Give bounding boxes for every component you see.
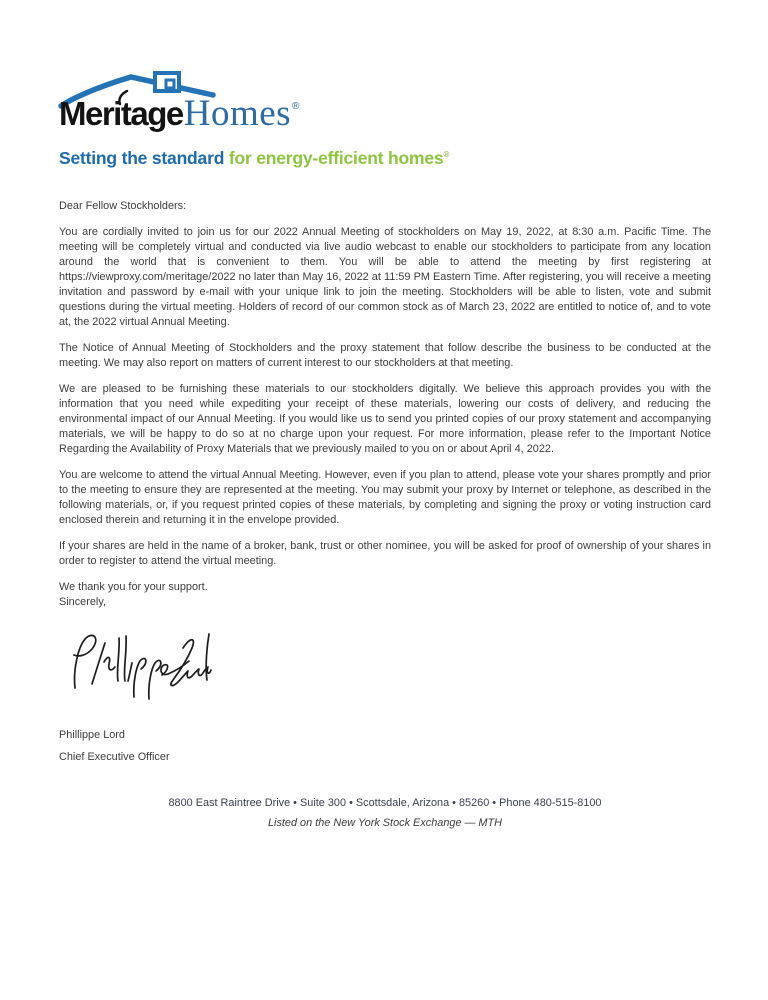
salutation: Dear Fellow Stockholders:	[59, 200, 187, 212]
stock-exchange-listing-line: Listed on the New York Stock Exchange — MTH	[267, 817, 503, 829]
signer-title: Chief Executive Officer	[59, 751, 170, 763]
letter-paragraph: If your shares are held in the name of a broker, bank, trust or other nominee, you will be asked for proof of ownership of your shares in order to register to attend the virtual meeting.	[59, 540, 711, 567]
letter-footer	[59, 796, 711, 831]
letter-paragraph: The Notice of Annual Meeting of Stockholders and the proxy statement that follow describe the business to be conducted at the meeting. We may also report on matters of current interest to our stockholders at that meeting.	[59, 342, 711, 369]
signature-block	[65, 626, 711, 704]
letter-body	[59, 199, 711, 765]
letter-paragraph: You are welcome to attend the virtual Annual Meeting. However, even if you plan to attend, please vote your shares promptly and prior to the meeting to ensure they are represented at the meeting. You may submit your proxy by Internet or telephone, as described in the following materials, or, if you request printed copies of these materials, by completing and signing the proxy or voting instruction card enclosed therein and returning it in the envelope provided.	[59, 469, 711, 526]
closing-lines	[59, 580, 711, 610]
letterhead	[59, 65, 711, 169]
meritage-homes-logo	[59, 65, 711, 140]
letter-paragraph: You are cordially invited to join us for our 2022 Annual Meeting of stockholders on May 19, 2022, at 8:30 a.m. Pacific Time. The meeting will be completely virtual and conducted via live audio webcast to enable our stockholders to participate from any location around the world that is convenient to them. You will be able to attend the meeting by first registering at https://viewproxy.com/meritage/2022 no later than May 16, 2022 at 11:59 PM Eastern Time. After registering, you will receive a meeting invitation and password by e-mail with your unique link to join the meeting. Stockholders will be able to listen, vote and submit questions during the virtual meeting. Holders of record of our common stock as of March 23, 2022 are entitled to notice of, and to vote at, the 2022 virtual Annual Meeting.	[59, 226, 711, 328]
tagline-setting-standard: Setting the standard	[59, 148, 225, 168]
registered-trademark-icon: ®	[292, 101, 300, 112]
sincerely-line: Sincerely,	[59, 596, 107, 608]
letter-paragraph: We are pleased to be furnishing these materials to our stockholders digitally. We believe this approach provides you with the information that you need while expediting your receipt of these materials, lowering our costs of delivery, and reducing the environmental impact of our Annual Meeting. If you would like us to send you printed copies of our proxy statement and accompanying materials, we will be happy to do so at no charge upon your request. For more information, please refer to the Important Notice Regarding the Availability of Proxy Materials that we previously mailed to you on or about April 4, 2022.	[59, 383, 711, 455]
brand-tagline	[59, 144, 711, 169]
handwritten-signature-phillippe-lord	[65, 626, 217, 704]
tagline-energy-efficient: for energy-efficient homes	[228, 148, 444, 168]
company-address-line: 8800 East Raintree Drive • Suite 300 • Scottsdale, Arizona • 85260 • Phone 480-515-8100	[168, 797, 602, 809]
logo-word-homes: Homes	[183, 93, 292, 134]
logo-word-meritage: Meritage	[59, 95, 183, 132]
tagline-registered-mark-icon: ®	[443, 150, 450, 159]
signer-name: Phillippe Lord	[59, 729, 125, 741]
thank-you-line: We thank you for your support.	[59, 581, 208, 593]
logo-wordmark	[59, 95, 299, 132]
